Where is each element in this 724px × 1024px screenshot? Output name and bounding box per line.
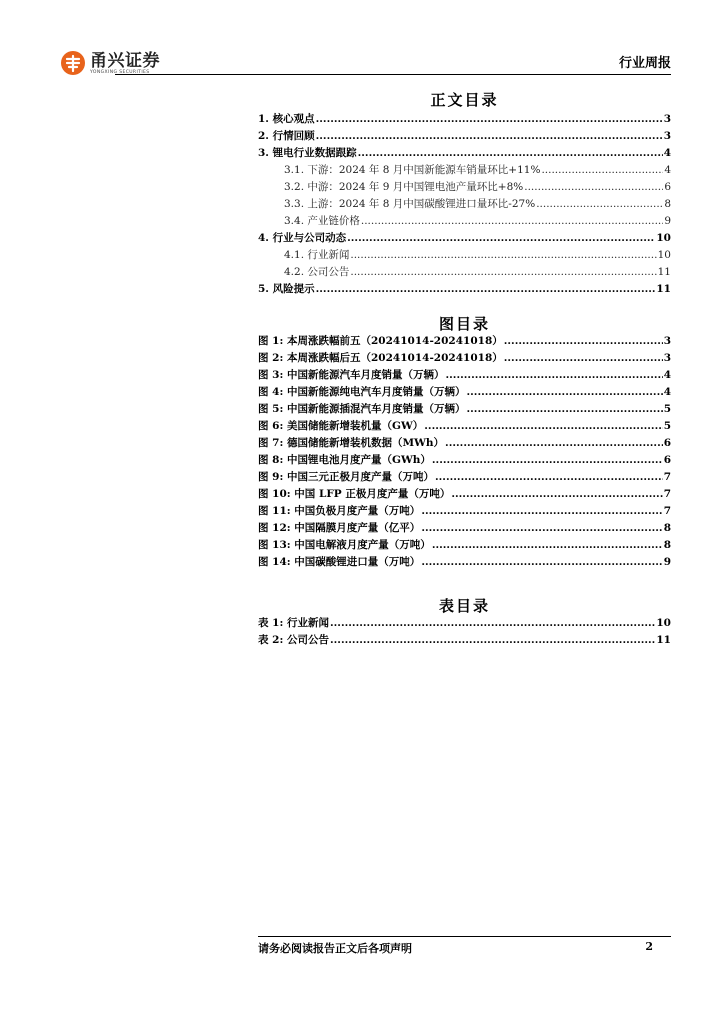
figure-entry[interactable]	[258, 367, 671, 384]
contents-entry-page: 4	[663, 147, 671, 159]
dot-leader	[330, 634, 655, 646]
contents-entry-label: 3. 锂电行业数据跟踪	[258, 147, 357, 159]
figure-entry[interactable]	[258, 401, 671, 418]
dot-leader	[467, 403, 663, 415]
tables-title: 表目录	[438, 597, 490, 615]
dot-leader	[361, 215, 663, 227]
dot-leader	[330, 617, 655, 629]
figure-entry-page: 4	[663, 386, 671, 398]
contents-entry[interactable]	[258, 247, 671, 264]
figure-entry[interactable]	[258, 520, 671, 537]
table-entry-label: 表 1: 行业新闻	[258, 617, 329, 629]
dot-leader	[421, 556, 662, 568]
figure-entry-page: 3	[663, 352, 671, 364]
figure-entry-label: 图 2: 本周涨跌幅后五（20241014-20241018）	[258, 352, 503, 364]
contents-entry-page: 3	[663, 113, 671, 125]
figure-entry[interactable]	[258, 384, 671, 401]
table-entry-label: 表 2: 公司公告	[258, 634, 329, 646]
logo-name-en: YONGXING SECURITIES	[90, 69, 150, 75]
dot-leader	[504, 352, 663, 364]
figures-section	[258, 313, 671, 571]
figure-entry-page: 5	[663, 420, 671, 432]
figure-entry-page: 7	[663, 488, 671, 500]
figure-entry[interactable]	[258, 503, 671, 520]
figure-entry-label: 图 1: 本周涨跌幅前五（20241014-20241018）	[258, 335, 503, 347]
figure-entry[interactable]	[258, 435, 671, 452]
contents-entry[interactable]	[258, 145, 671, 162]
figure-entry-label: 图 4: 中国新能源纯电汽车月度销量（万辆）	[258, 386, 466, 398]
dot-leader	[350, 249, 656, 261]
dot-leader	[421, 505, 662, 517]
contents-entry-page: 11	[656, 283, 671, 295]
figures-list	[258, 333, 671, 571]
figure-entry-label: 图 7: 德国储能新增装机数据（MWh）	[258, 437, 445, 449]
contents-entry-label: 4. 行业与公司动态	[258, 232, 347, 244]
contents-entry-page: 11	[657, 266, 671, 278]
dot-leader	[358, 147, 663, 159]
contents-entry-label: 3.1. 下游：2024 年 8 月中国新能源车销量环比+11%	[284, 164, 541, 176]
contents-entry-label: 3.3. 上游：2024 年 8 月中国碳酸锂进口量环比-27%	[284, 198, 536, 210]
contents-entry-label: 1. 核心观点	[258, 113, 315, 125]
contents-entry-label: 3.4. 产业链价格	[284, 215, 360, 227]
contents-entry-page: 6	[664, 181, 671, 193]
figure-entry-page: 4	[663, 369, 671, 381]
table-entry[interactable]	[258, 615, 671, 632]
figure-entry[interactable]	[258, 350, 671, 367]
figure-entry-page: 8	[663, 539, 671, 551]
contents-entry-page: 9	[664, 215, 671, 227]
figure-entry-page: 6	[663, 454, 671, 466]
dot-leader	[316, 113, 663, 125]
contents-entry[interactable]	[258, 230, 671, 247]
contents-entry-page: 10	[656, 232, 671, 244]
figure-entry-label: 图 3: 中国新能源汽车月度销量（万辆）	[258, 369, 445, 381]
figure-entry-page: 5	[663, 403, 671, 415]
dot-leader	[504, 335, 663, 347]
contents-entry-page: 4	[664, 164, 671, 176]
contents-title: 正文目录	[430, 91, 499, 109]
contents-entry-page: 3	[663, 130, 671, 142]
figure-entry-label: 图 14: 中国碳酸锂进口量（万吨）	[258, 556, 421, 568]
dot-leader	[536, 198, 663, 210]
dot-leader	[445, 437, 663, 449]
figure-entry[interactable]	[258, 469, 671, 486]
dot-leader	[424, 420, 662, 432]
dot-leader	[347, 232, 655, 244]
figure-entry[interactable]	[258, 333, 671, 350]
table-entry-page: 11	[656, 634, 671, 646]
figure-entry-page: 9	[663, 556, 671, 568]
figures-title: 图目录	[438, 315, 490, 333]
figure-entry-label: 图 5: 中国新能源插混汽车月度销量（万辆）	[258, 403, 466, 415]
figure-entry-page: 7	[663, 505, 671, 517]
dot-leader	[316, 130, 663, 142]
dot-leader	[451, 488, 662, 500]
contents-entry-label: 5. 风险提示	[258, 283, 315, 295]
figure-entry-label: 图 9: 中国三元正极月度产量（万吨）	[258, 471, 434, 483]
figure-entry-page: 7	[663, 471, 671, 483]
dot-leader	[421, 522, 662, 534]
contents-entry[interactable]	[258, 281, 671, 298]
dot-leader	[467, 386, 663, 398]
figure-entry[interactable]	[258, 418, 671, 435]
tables-list	[258, 615, 671, 649]
figure-entry-label: 图 8: 中国锂电池月度产量（GWh）	[258, 454, 431, 466]
page-number: 2	[645, 940, 653, 953]
table-entry-page: 10	[656, 617, 671, 629]
figure-entry[interactable]	[258, 486, 671, 503]
page-header	[60, 50, 671, 76]
contents-entry[interactable]	[258, 162, 671, 179]
contents-section	[258, 89, 671, 298]
figure-entry-label: 图 10: 中国 LFP 正极月度产量（万吨）	[258, 488, 451, 500]
figure-entry[interactable]	[258, 554, 671, 571]
contents-entry[interactable]	[258, 111, 671, 128]
page-footer	[258, 940, 671, 956]
figure-entry-label: 图 11: 中国负极月度产量（万吨）	[258, 505, 421, 517]
dot-leader	[435, 471, 663, 483]
disclaimer-text: 请务必阅读报告正文后各项声明	[258, 942, 412, 955]
report-type-label: 行业周报	[618, 56, 671, 71]
dot-leader	[316, 283, 656, 295]
dot-leader	[541, 164, 663, 176]
figure-entry-page: 8	[663, 522, 671, 534]
contents-entry[interactable]	[258, 196, 671, 213]
contents-entry-page: 8	[664, 198, 671, 210]
contents-entry[interactable]	[258, 213, 671, 230]
contents-entry[interactable]	[258, 128, 671, 145]
contents-entry-label: 2. 行情回顾	[258, 130, 315, 142]
contents-entry[interactable]	[258, 264, 671, 281]
figure-entry-label: 图 12: 中国隔膜月度产量（亿平）	[258, 522, 421, 534]
figure-entry-label: 图 13: 中国电解液月度产量（万吨）	[258, 539, 431, 551]
table-entry[interactable]	[258, 632, 671, 649]
dot-leader	[432, 454, 663, 466]
header-divider	[115, 74, 671, 75]
figure-entry-page: 6	[663, 437, 671, 449]
yongxing-logo-icon	[60, 50, 86, 76]
figure-entry[interactable]	[258, 537, 671, 554]
contents-entry-label: 4.1. 行业新闻	[284, 249, 350, 261]
contents-list	[258, 111, 671, 298]
dot-leader	[350, 266, 656, 278]
figure-entry[interactable]	[258, 452, 671, 469]
dot-leader	[432, 539, 663, 551]
contents-entry-label: 4.2. 公司公告	[284, 266, 350, 278]
dot-leader	[446, 369, 663, 381]
contents-entry-page: 10	[657, 249, 671, 261]
footer-divider	[258, 936, 671, 937]
company-logo	[60, 50, 160, 76]
contents-entry-label: 3.2. 中游：2024 年 9 月中国锂电池产量环比+8%	[284, 181, 524, 193]
dot-leader	[524, 181, 663, 193]
tables-section	[258, 595, 671, 649]
contents-entry[interactable]	[258, 179, 671, 196]
logo-name-cn: 甬兴证券	[90, 50, 160, 71]
figure-entry-label: 图 6: 美国储能新增装机量（GW）	[258, 420, 424, 432]
figure-entry-page: 3	[663, 335, 671, 347]
